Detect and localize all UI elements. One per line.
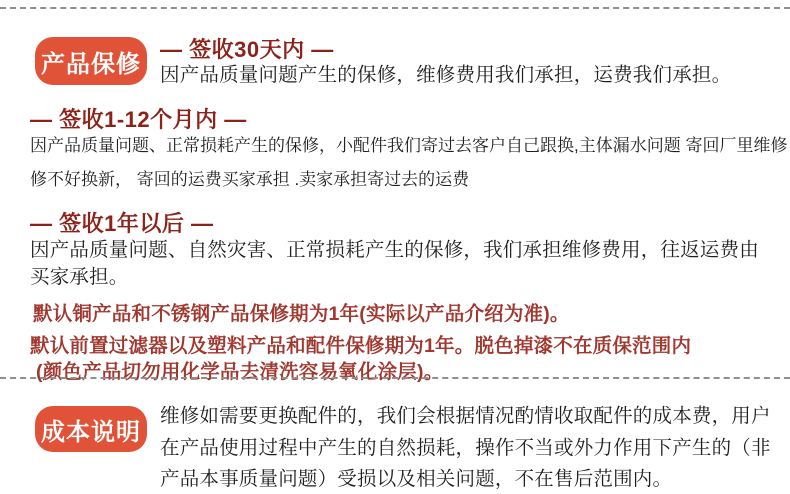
warranty-badge: 产品保修 [35,37,147,85]
warranty-section-text-1-12months-line1: 因产品质量问题、正常损耗产生的保修，小配件我们寄过去客户自己跟换,主体漏水问题 寄回厂里维修 [30,136,788,155]
warranty-note-line3: (颜色产品切勿用化学品去清洗容易氧化涂层)。 [36,361,444,383]
warranty-section-text-after1year-line1: 因产品质量问题、自然灾害、正常损耗产生的保修，我们承担维修费用，往返运费由 [30,239,759,261]
warranty-section-text-1-12months-line2: 修不好换新， 寄回的运费买家承担 .卖家承担寄过去的运费 [30,170,470,189]
warranty-section-title-1-12months: — 签收1-12个月内 — [30,107,247,132]
warranty-section-text-after1year-line2: 买家承担。 [30,266,129,288]
warranty-note-line2: 默认前置过滤器以及塑料产品和配件保修期为1年。脱色掉漆不在质保范围内 [30,335,692,357]
dashed-divider-middle [0,377,790,379]
cost-text-line1: 维修如需要更换配件的，我们会根据情况酌情收取配件的成本费，用户 [160,405,771,427]
cost-text-line2: 在产品使用过程中产生的自然损耗，操作不当或外力作用下产生的（非 [160,437,771,459]
warranty-note-line1: 默认铜产品和不锈钢产品保修期为1年(实际以产品介绍为准)。 [33,303,570,325]
dashed-divider-top [0,7,790,9]
cost-badge: 成本说明 [35,406,147,452]
warranty-section-title-after1year: — 签收1年以后 — [30,211,214,236]
warranty-section-text-30days: 因产品质量问题产生的保修，维修费用我们承担，运费我们承担。 [160,64,732,86]
warranty-section-title-30days: — 签收30天内 — [160,37,334,62]
cost-text-line3: 产品本事质量问题）受损以及相关问题，不在售后范围内。 [160,468,673,490]
